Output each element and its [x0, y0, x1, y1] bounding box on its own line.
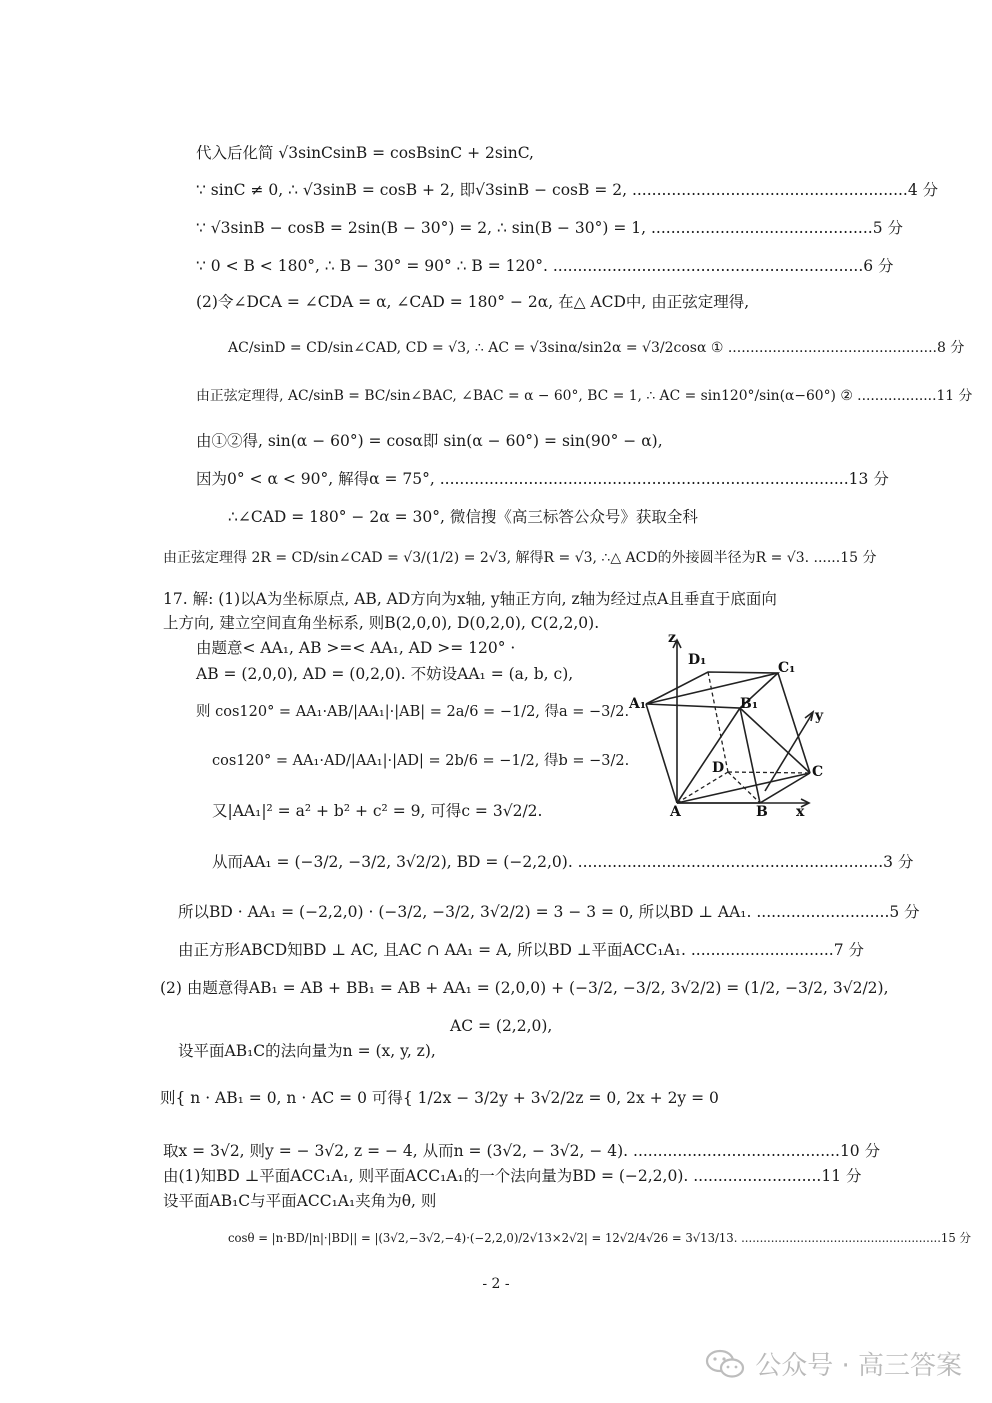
line-23: AC = (2,2,0),	[450, 1017, 553, 1035]
label-c: C	[812, 764, 824, 780]
line-16: 则 cos120° = AA₁·AB/|AA₁|·|AB| = 2a/6 = −1/2, 得a = −3/2.	[196, 704, 630, 720]
line-9: 因为0° < α < 90°, 解得α = 75°, ...................................................................................13 分	[196, 470, 889, 488]
line-8: 由①②得, sin(α − 60°) = cosα即 sin(α − 60°) = sin(90° − α),	[196, 432, 663, 450]
label-a: A	[670, 804, 681, 820]
line-24: 设平面AB₁C的法向量为n = (x, y, z),	[178, 1042, 436, 1060]
label-b: B	[756, 804, 768, 820]
line-6: AC/sinD = CD/sin∠CAD, CD = √3, ∴ AC = √3sinα/sin2α = √3/2cosα ① ...............................................8 分	[228, 340, 965, 356]
watermark-text: 公众号 · 高三答案	[755, 1351, 962, 1381]
line-18: 又|AA₁|² = a² + b² + c² = 9, 可得c = 3√2/2.	[212, 802, 543, 820]
line-12: 17. 解: (1)以A为坐标原点, AB, AD方向为x轴, y轴正方向, z轴为经过点A且垂直于底面向	[163, 590, 777, 608]
page-number: - 2 -	[482, 1276, 510, 1292]
label-d1: D₁	[688, 652, 707, 668]
label-c1: C₁	[778, 660, 796, 676]
watermark	[705, 1345, 962, 1382]
label-a1: A₁	[629, 696, 646, 712]
line-20: 所以BD · AA₁ = (−2,2,0) · (−3/2, −3/2, 3√2/2) = 3 − 3 = 0, 所以BD ⊥ AA₁. ...........................5 分	[178, 903, 920, 921]
line-4: ∵ 0 < B < 180°, ∴ B − 30° = 90° ∴ B = 120°. ...............................................................6 分	[196, 257, 894, 275]
line-28: 设平面AB₁C与平面ACC₁A₁夹角为θ, 则	[163, 1192, 437, 1210]
line-15: AB = (2,0,0), AD = (0,2,0). 不妨设AA₁ = (a, b, c),	[196, 665, 574, 683]
line-10: ∴∠CAD = 180° − 2α = 30°, 微信搜《高三标答公众号》获取全科	[228, 508, 698, 526]
label-b1: B₁	[740, 696, 758, 712]
line-22: (2) 由题意得AB₁ = AB + BB₁ = AB + AA₁ = (2,0,0) + (−3/2, −3/2, 3√2/2) = (1/2, −3/2, 3√2/2),	[160, 979, 889, 997]
line-27: 由(1)知BD ⊥平面ACC₁A₁, 则平面ACC₁A₁的一个法向量为BD = (−2,2,0). ..........................11 分	[163, 1167, 862, 1185]
wechat-icon	[705, 1349, 745, 1379]
line-29: cosθ = |n·BD/|n|·|BD|| = |(3√2,−3√2,−4)·(−2,2,0)/2√13×2√2| = 12√2/4√26 = 3√13/13. ......................................................15 分	[228, 1231, 972, 1245]
line-1: 代入后化简 √3sinCsinB = cosBsinC + 2sinC,	[196, 144, 534, 162]
line-3: ∵ √3sinB − cosB = 2sin(B − 30°) = 2, ∴ sin(B − 30°) = 1, .............................................5 分	[196, 219, 904, 237]
line-11: 由正弦定理得 2R = CD/sin∠CAD = √3/(1/2) = 2√3, 解得R = √3, ∴△ ACD的外接圆半径为R = √3. ......15 分	[163, 550, 877, 566]
line-26: 取x = 3√2, 则y = − 3√2, z = − 4, 从而n = (3√2, − 3√2, − 4). ..........................................10 分	[163, 1142, 881, 1160]
line-17: cos120° = AA₁·AD/|AA₁|·|AD| = 2b/6 = −1/2, 得b = −3/2.	[212, 753, 630, 769]
line-7: 由正弦定理得, AC/sinB = BC/sin∠BAC, ∠BAC = α − 60°, BC = 1, ∴ AC = sin120°/sin(α−60°) ② ..................11 分	[196, 388, 973, 404]
line-2: ∵ sinC ≠ 0, ∴ √3sinB = cosB + 2, 即√3sinB − cosB = 2, ........................................................4 分	[196, 181, 939, 199]
label-z: z	[668, 630, 676, 646]
line-19: 从而AA₁ = (−3/2, −3/2, 3√2/2), BD = (−2,2,0). ..............................................................3 分	[212, 853, 914, 871]
line-21: 由正方形ABCD知BD ⊥ AC, 且AC ∩ AA₁ = A, 所以BD ⊥平面ACC₁A₁. .............................7 分	[178, 941, 865, 959]
line-13: 上方向, 建立空间直角坐标系, 则B(2,0,0), D(0,2,0), C(2,2,0).	[163, 614, 600, 632]
line-5: (2)令∠DCA = ∠CDA = α, ∠CAD = 180° − 2α, 在△ ACD中, 由正弦定理得,	[196, 293, 750, 311]
line-25: 则{ n · AB₁ = 0, n · AC = 0 可得{ 1/2x − 3/2y + 3√2/2z = 0, 2x + 2y = 0	[160, 1089, 719, 1107]
label-y: y	[815, 708, 824, 724]
label-d: D	[712, 760, 725, 776]
label-x: x	[796, 804, 805, 820]
prism-figure	[620, 628, 830, 824]
line-14: 由题意< AA₁, AB >=< AA₁, AD >= 120° ·	[196, 639, 516, 657]
